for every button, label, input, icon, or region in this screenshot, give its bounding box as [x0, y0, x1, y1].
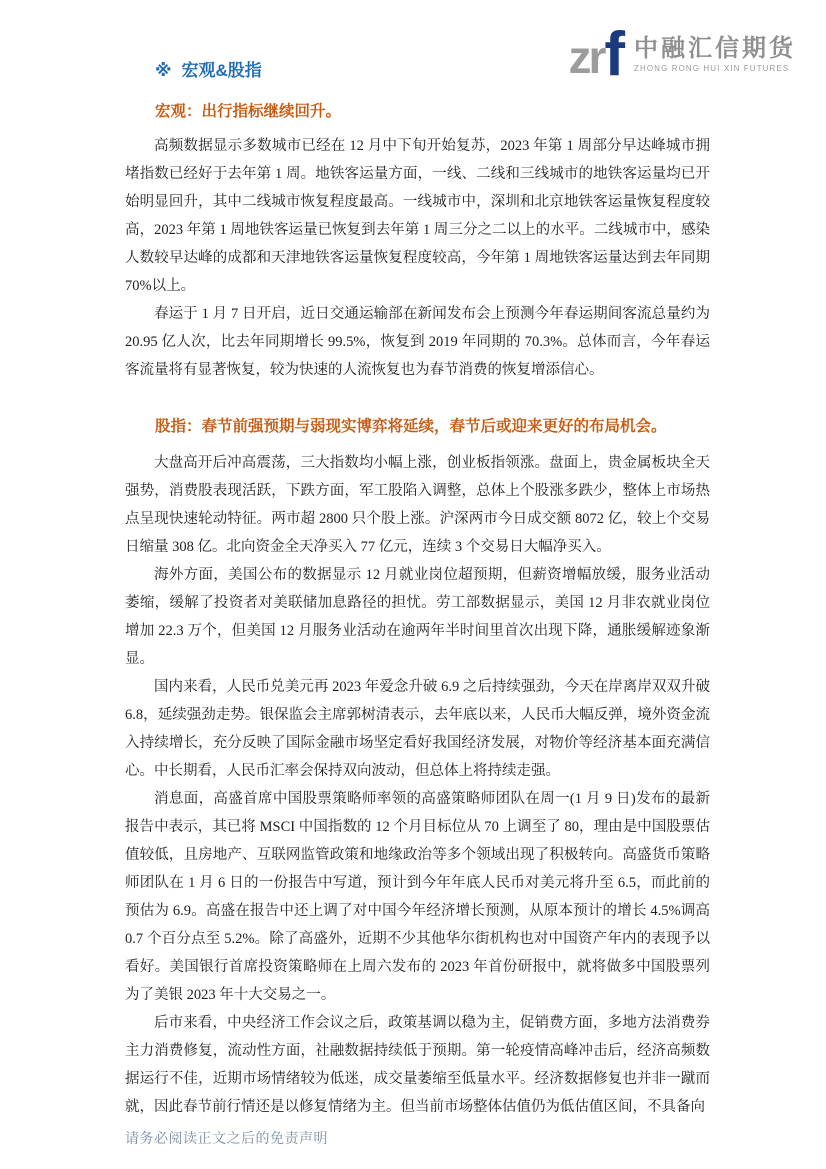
report-body	[125, 60, 710, 1121]
macro-section	[125, 102, 710, 384]
company-name-chinese: 中融汇信期货	[634, 35, 796, 63]
section-marker-icon: ※	[155, 61, 172, 80]
stock-index-heading: 股指：春节前强预期与弱现实博弈将延续，春节后或迎来更好的布局机会。	[155, 418, 667, 435]
footer-disclaimer: 请务必阅读正文之后的免责声明	[125, 1132, 328, 1147]
stock-index-paragraph: 大盘高开后冲高震荡，三大指数均小幅上涨，创业板指领涨。盘面上，贵金属板块全天强势，消费股表现活跃，下跌方面，军工股陷入调整，总体上个股涨多跌少，整体上市场热点呈现快速轮动特征。两市超 2800 只个股上涨。沪深两市今日成交额 8072 亿，较上个交易日缩量 308 亿。北向资金全天净买入 77 亿元，连续 3 个交易日大幅净买入。	[125, 455, 710, 555]
stock-index-paragraph: 国内来看，人民币兑美元再 2023 年爱念升破 6.9 之后持续强劲，今天在岸离岸双双升破 6.8，延续强劲走势。银保监会主席郭树清表示，去年底以来，人民币大幅反弹，境外资金流入持续增长，充分反映了国际金融市场坚定看好我国经济发展，对物价等经济基本面充满信心。中长期看，人民币汇率会保持双向波动，但总体上将持续走强。	[125, 679, 710, 779]
section-title-macro-and-index	[155, 60, 710, 82]
stock-index-paragraph: 消息面，高盛首席中国股票策略师率领的高盛策略师团队在周一(1 月 9 日)发布的最新报告中表示，其已将 MSCI 中国指数的 12 个月目标位从 70 上调至了 80，理由是中国股票估值较低，且房地产、互联网监管政策和地缘政治等多个领域出现了积极转向。高盛货币策略师团队在 1 月 6 日的一份报告中写道，预计到今年年底人民币对美元将升至 6.5，而此前的预估为 6.9。高盛在报告中还上调了对中国今年经济增长预测，从原本预计的增长 4.5%调高 0.7 个百分点至 5.2%。除了高盛外，近期不少其他华尔街机构也对中国资产年内的表现予以看好。美国银行首席投资策略师在上周六发布的 2023 年首份研报中，就将做多中国股票列为了美银 2023 年十大交易之一。	[125, 791, 710, 1003]
stock-index-paragraph: 后市来看，中央经济工作会议之后，政策基调以稳为主，促销费方面，多地方法消费券主力消费修复，流动性方面，社融数据持续低于预期。第一轮疫情高峰冲击后，经济高频数据运行不佳，近期市场情绪较为低迷，成交量萎缩至低量水平。经济数据修复也并非一蹴而就，因此春节前行情还是以修复情绪为主。但当前市场整体估值仍为低估值区间，不具备向	[125, 1015, 710, 1115]
logo-abbr-gray: zr	[568, 31, 604, 84]
section-title-text: 宏观&股指	[181, 61, 262, 80]
macro-heading: 宏观：出行指标继续回升。	[155, 103, 342, 120]
stock-index-paragraph: 海外方面，美国公布的数据显示 12 月就业岗位超预期，但薪资增幅放缓，服务业活动萎缩，缓解了投资者对美联储加息路径的担忧。劳工部数据显示，美国 12 月非农就业岗位增加 22.3 万个，但美国 12 月服务业活动在逾两年半时间里首次出现下降，通胀缓解迹象渐显。	[125, 567, 710, 667]
macro-paragraph: 春运于 1 月 7 日开启，近日交通运输部在新闻发布会上预测今年春运期间客流总量约为 20.95 亿人次，比去年同期增长 99.5%，恢复到 2019 年同期的 70.3%。总体而言，今年春运客流量将有显著恢复，较为快速的人流恢复也为春节消费的恢复增添信心。	[125, 306, 710, 378]
company-name-english: ZHONG RONG HUI XIN FUTURES	[634, 64, 790, 74]
macro-paragraph: 高频数据显示多数城市已经在 12 月中下旬开始复苏，2023 年第 1 周部分早达峰城市拥堵指数已经好于去年第 1 周。地铁客运量方面，一线、二线和三线城市的地铁客运量均已开始明显回升，其中二线城市恢复程度最高。一线城市中，深圳和北京地铁客运量恢复程度较高，2023 年第 1 周地铁客运量已恢复到去年第 1 周三分之二以上的水平。二线城市中，感染人数较早达峰的成都和天津地铁客运量恢复程度较高，今年第 1 周地铁客运量达到去年同期 70%以上。	[125, 138, 710, 294]
logo-abbr-blue: f	[604, 20, 625, 89]
stock-index-section	[125, 417, 710, 1121]
